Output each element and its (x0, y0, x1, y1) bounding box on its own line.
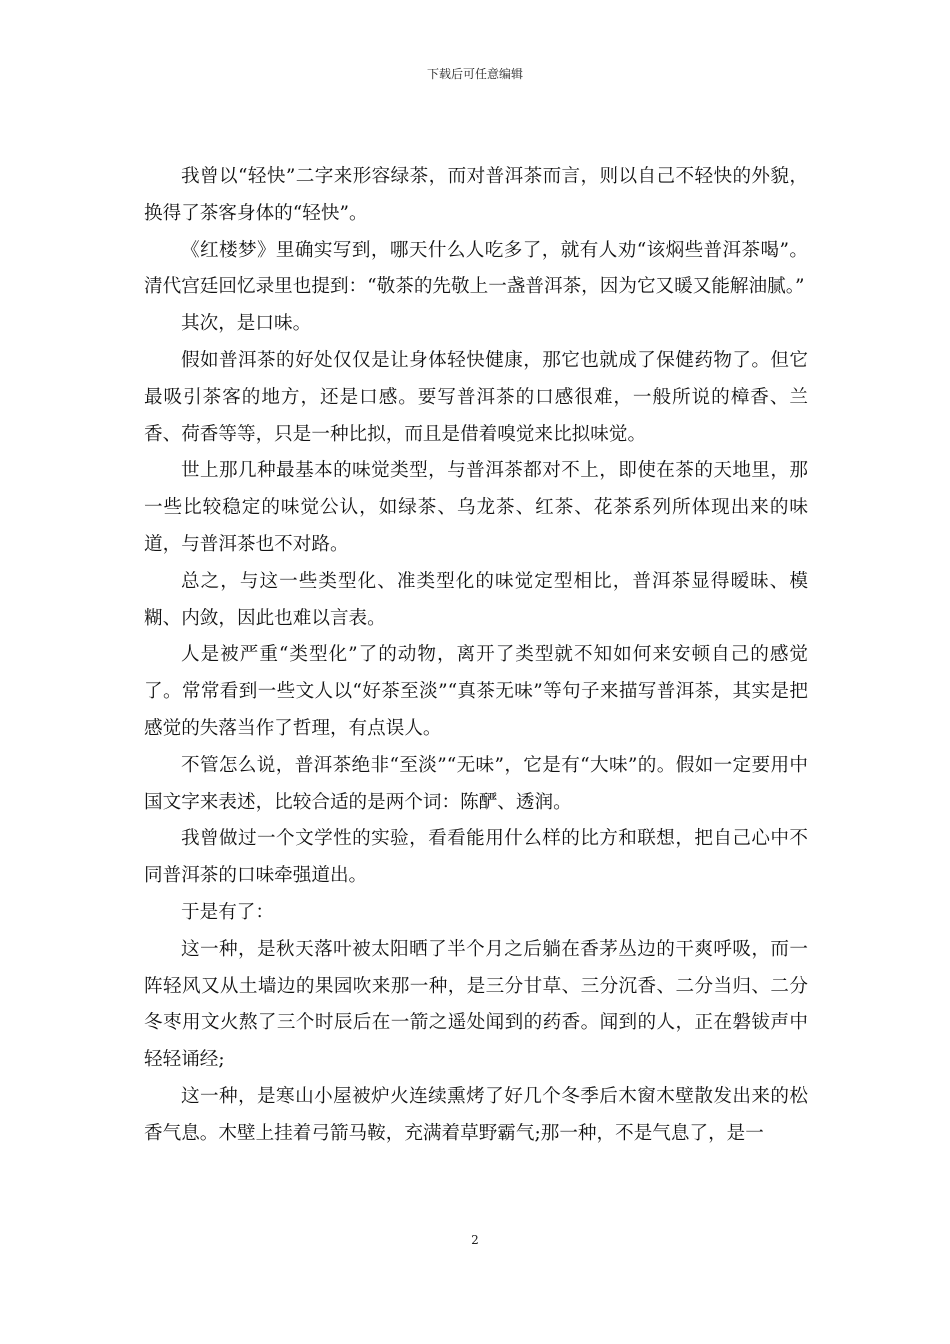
paragraph: 不管怎么说，普洱茶绝非“至淡”“无味”，它是有“大味”的。假如一定要用中国文字来表述，比较合适的是两个词：陈酽、透润。 (144, 754, 808, 813)
page-header: 下载后可任意编辑 (426, 67, 523, 81)
paragraph: 我曾做过一个文学性的实验，看看能用什么样的比方和联想，把自己心中不同普洱茶的口味牵强道出。 (144, 828, 808, 887)
article-body (144, 159, 808, 1153)
paragraph: 其次，是口味。 (181, 313, 312, 335)
paragraph: 这一种，是秋天落叶被太阳晒了半个月之后躺在香茅丛边的干爽呼吸，而一阵轻风又从土墙边的果园吹来那一种，是三分甘草、三分沉香、二分当归、二分冬枣用文火熬了三个时辰后在一箭之遥处闻到的药香。闻到的人，正在磐钹声中轻轻诵经; (144, 938, 808, 1071)
paragraph: 世上那几种最基本的味觉类型，与普洱茶都对不上，即使在茶的天地里，那一些比较稳定的味觉公认，如绿茶、乌龙茶、红茶、花茶系列所体现出来的味道，与普洱茶也不对路。 (144, 460, 808, 555)
paragraph: 假如普洱茶的好处仅仅是让身体轻快健康，那它也就成了保健药物了。但它最吸引茶客的地方，还是口感。要写普洱茶的口感很难，一般所说的樟香、兰香、荷香等等，只是一种比拟，而且是借着嗅觉来比拟味觉。 (144, 349, 808, 445)
paragraph: 人是被严重“类型化”了的动物，离开了类型就不知如何来安顿自己的感觉了。常常看到一些文人以“好茶至淡”“真茶无味”等句子来描写普洱茶，其实是把感觉的失落当作了哲理，有点误人。 (144, 644, 808, 739)
paragraph: 《红楼梦》里确实写到，哪天什么人吃多了，就有人劝“该焖些普洱茶喝”。清代宫廷回忆录里也提到：“敬茶的先敬上一盏普洱茶，因为它又暖又能解油腻。” (144, 239, 808, 298)
paragraph: 于是有了： (181, 901, 274, 923)
paragraph: 总之，与这一些类型化、准类型化的味觉定型相比，普洱茶显得暧昧、模糊、内敛，因此也难以言表。 (144, 570, 808, 629)
paragraph: 我曾以“轻快”二字来形容绿茶，而对普洱茶而言，则以自己不轻快的外貌，换得了茶客身体的“轻快”。 (144, 166, 808, 224)
page-number: 2 (471, 1233, 479, 1247)
paragraph: 这一种，是寒山小屋被炉火连续熏烤了好几个冬季后木窗木壁散发出来的松香气息。木壁上挂着弓箭马鞍，充满着草野霸气;那一种，不是气息了，是一 (144, 1085, 808, 1144)
